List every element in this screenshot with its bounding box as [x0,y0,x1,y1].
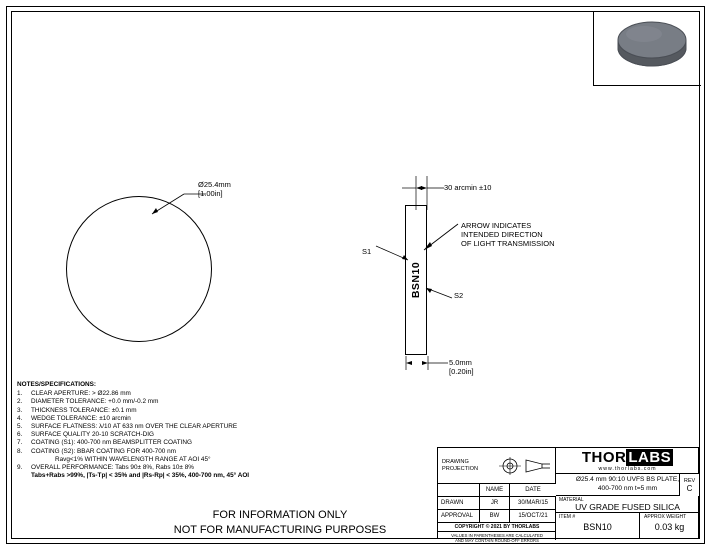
row-name: JR [480,497,510,509]
note-text: CLEAR APERTURE: > Ø22.86 mm [31,390,131,398]
first-angle-projection-symbol [494,456,556,476]
isometric-optic-icon [594,12,702,86]
isometric-preview [593,12,701,86]
description-line2: 400-700 nm t=5 mm [597,484,658,492]
projection-symbol-icon [496,456,554,476]
copyright-text: COPYRIGHT © 2021 BY THORLABS [438,523,556,532]
item-value: BSN10 [583,522,612,532]
fineprint-line1: VALUES IN PARENTHESES ARE CALCULATED [451,533,543,538]
title-block [437,447,699,543]
note-text: WEDGE TOLERANCE: ±10 arcmin [31,414,131,422]
item-number-cell [556,513,640,539]
note-item [17,423,357,431]
information-banner [120,508,440,538]
note-number: 4. [17,414,23,422]
notes-block [17,381,357,480]
transmission-note-line3: OF LIGHT TRANSMISSION [461,239,555,248]
row-date: 30/MAR/15 [517,500,548,506]
projection-label-line2: PROJECTION [442,465,479,472]
transmission-note-line2: INTENDED DIRECTION [461,230,543,239]
row-label: DRAWN [438,497,480,509]
row-name: BW [480,510,510,522]
note-number: 9. [17,464,23,472]
note-item [17,390,357,398]
wedge-angle-label: 30 arcmin ±10 [444,183,492,192]
note-text: SURFACE FLATNESS: λ/10 AT 633 nm OVER THE CLEAR APERTURE [31,423,238,431]
projection-label [438,459,494,473]
note-number: 8. [17,447,23,455]
title-block-bottom-row [556,513,699,539]
transmission-arrow-icon [418,214,466,254]
banner-line-1: FOR INFORMATION ONLY [212,509,348,521]
revision-cell [679,474,699,496]
table-row [438,497,556,510]
note-item [17,407,357,415]
note-text: COATING (S1): 400-700 nm BEAMSPLITTER COATING [31,439,192,447]
projection-label-line1: DRAWING [442,458,469,465]
part-description [556,474,699,496]
note-number: 2. [17,398,23,406]
weight-cell [640,513,699,539]
logo-thor-text: THOR [581,448,627,466]
notes-title: NOTES/SPECIFICATIONS: [17,381,97,388]
diameter-value-in: [1.00in] [198,189,223,198]
front-view-diameter-label [198,180,231,198]
material-caption: MATERIAL [559,497,584,503]
transmission-note [461,221,555,248]
title-block-right [556,448,699,540]
note-item [17,439,357,447]
item-caption: ITEM # [559,514,576,520]
revision-caption: REV [683,477,696,484]
title-block-left [438,448,556,543]
transmission-note-line1: ARROW INDICATES [461,221,532,230]
fineprint [438,532,556,544]
note-number: 3. [17,406,23,414]
header-blank [438,484,480,496]
side-view-part-label: BSN10 [410,261,423,299]
weight-value: 0.03 kg [654,522,685,532]
fineprint-line2: AND MAY CONTAIN ROUND-OFF ERRORS [455,538,539,543]
material-value: UV GRADE FUSED SILICA [575,502,680,512]
approval-table [438,484,556,543]
note-text: SURFACE QUALITY 20-10 SCRATCH-DIG [31,431,154,439]
thickness-value-mm: 5.0mm [449,358,472,367]
note-item [17,398,357,406]
weight-caption: APPROX WEIGHT [644,514,687,520]
note-item [17,464,357,472]
row-label: APPROVAL [438,510,480,522]
row-date: 15/OCT/21 [518,513,548,519]
note-item [17,448,357,456]
note-number: 1. [17,390,23,398]
revision-value: C [686,484,693,493]
projection-section [438,448,556,484]
banner-line-2: NOT FOR MANUFACTURING PURPOSES [173,524,387,536]
diameter-value-mm: Ø25.4mm [198,180,231,189]
surface-s2-label: S2 [454,291,464,300]
note-text: COATING (S2): BBAR COATING FOR 400-700 nm [31,447,177,455]
note-subtext: Ravg<1% WITHIN WAVELENGTH RANGE AT AOI 45° [55,455,211,463]
note-number: 5. [17,423,23,431]
description-line1: Ø25.4 mm 90:10 UVFS BS PLATE, [575,476,680,483]
header-date: DATE [525,487,541,493]
note-subtext-bold: Tabs+Rabs >99%, |Ts-Tp| < 35% and |Rs-Rp| < 35%, 400-700 nm, 45° AOI [31,472,250,480]
note-number: 6. [17,431,23,439]
logo-labs-text: LABS [628,448,672,466]
material-cell [556,496,699,513]
note-number: 7. [17,439,23,447]
note-item [17,431,357,439]
approval-table-header [438,484,556,497]
note-text: OVERALL PERFORMANCE: Tabs 90± 8%, Rabs 10± 8% [31,464,194,472]
thickness-label [449,358,474,376]
note-item [17,415,357,423]
logo-url: www.thorlabs.com [598,465,657,472]
front-view-circle [66,196,212,342]
table-row [438,510,556,523]
thickness-value-in: [0.20in] [449,367,474,376]
note-text: DIAMETER TOLERANCE: +0.0 mm/-0.2 mm [31,398,159,406]
thorlabs-logo [556,448,699,474]
header-name: NAME [480,484,510,496]
note-text: THICKNESS TOLERANCE: ±0.1 mm [31,406,137,414]
surface-s1-label: S1 [362,247,372,256]
